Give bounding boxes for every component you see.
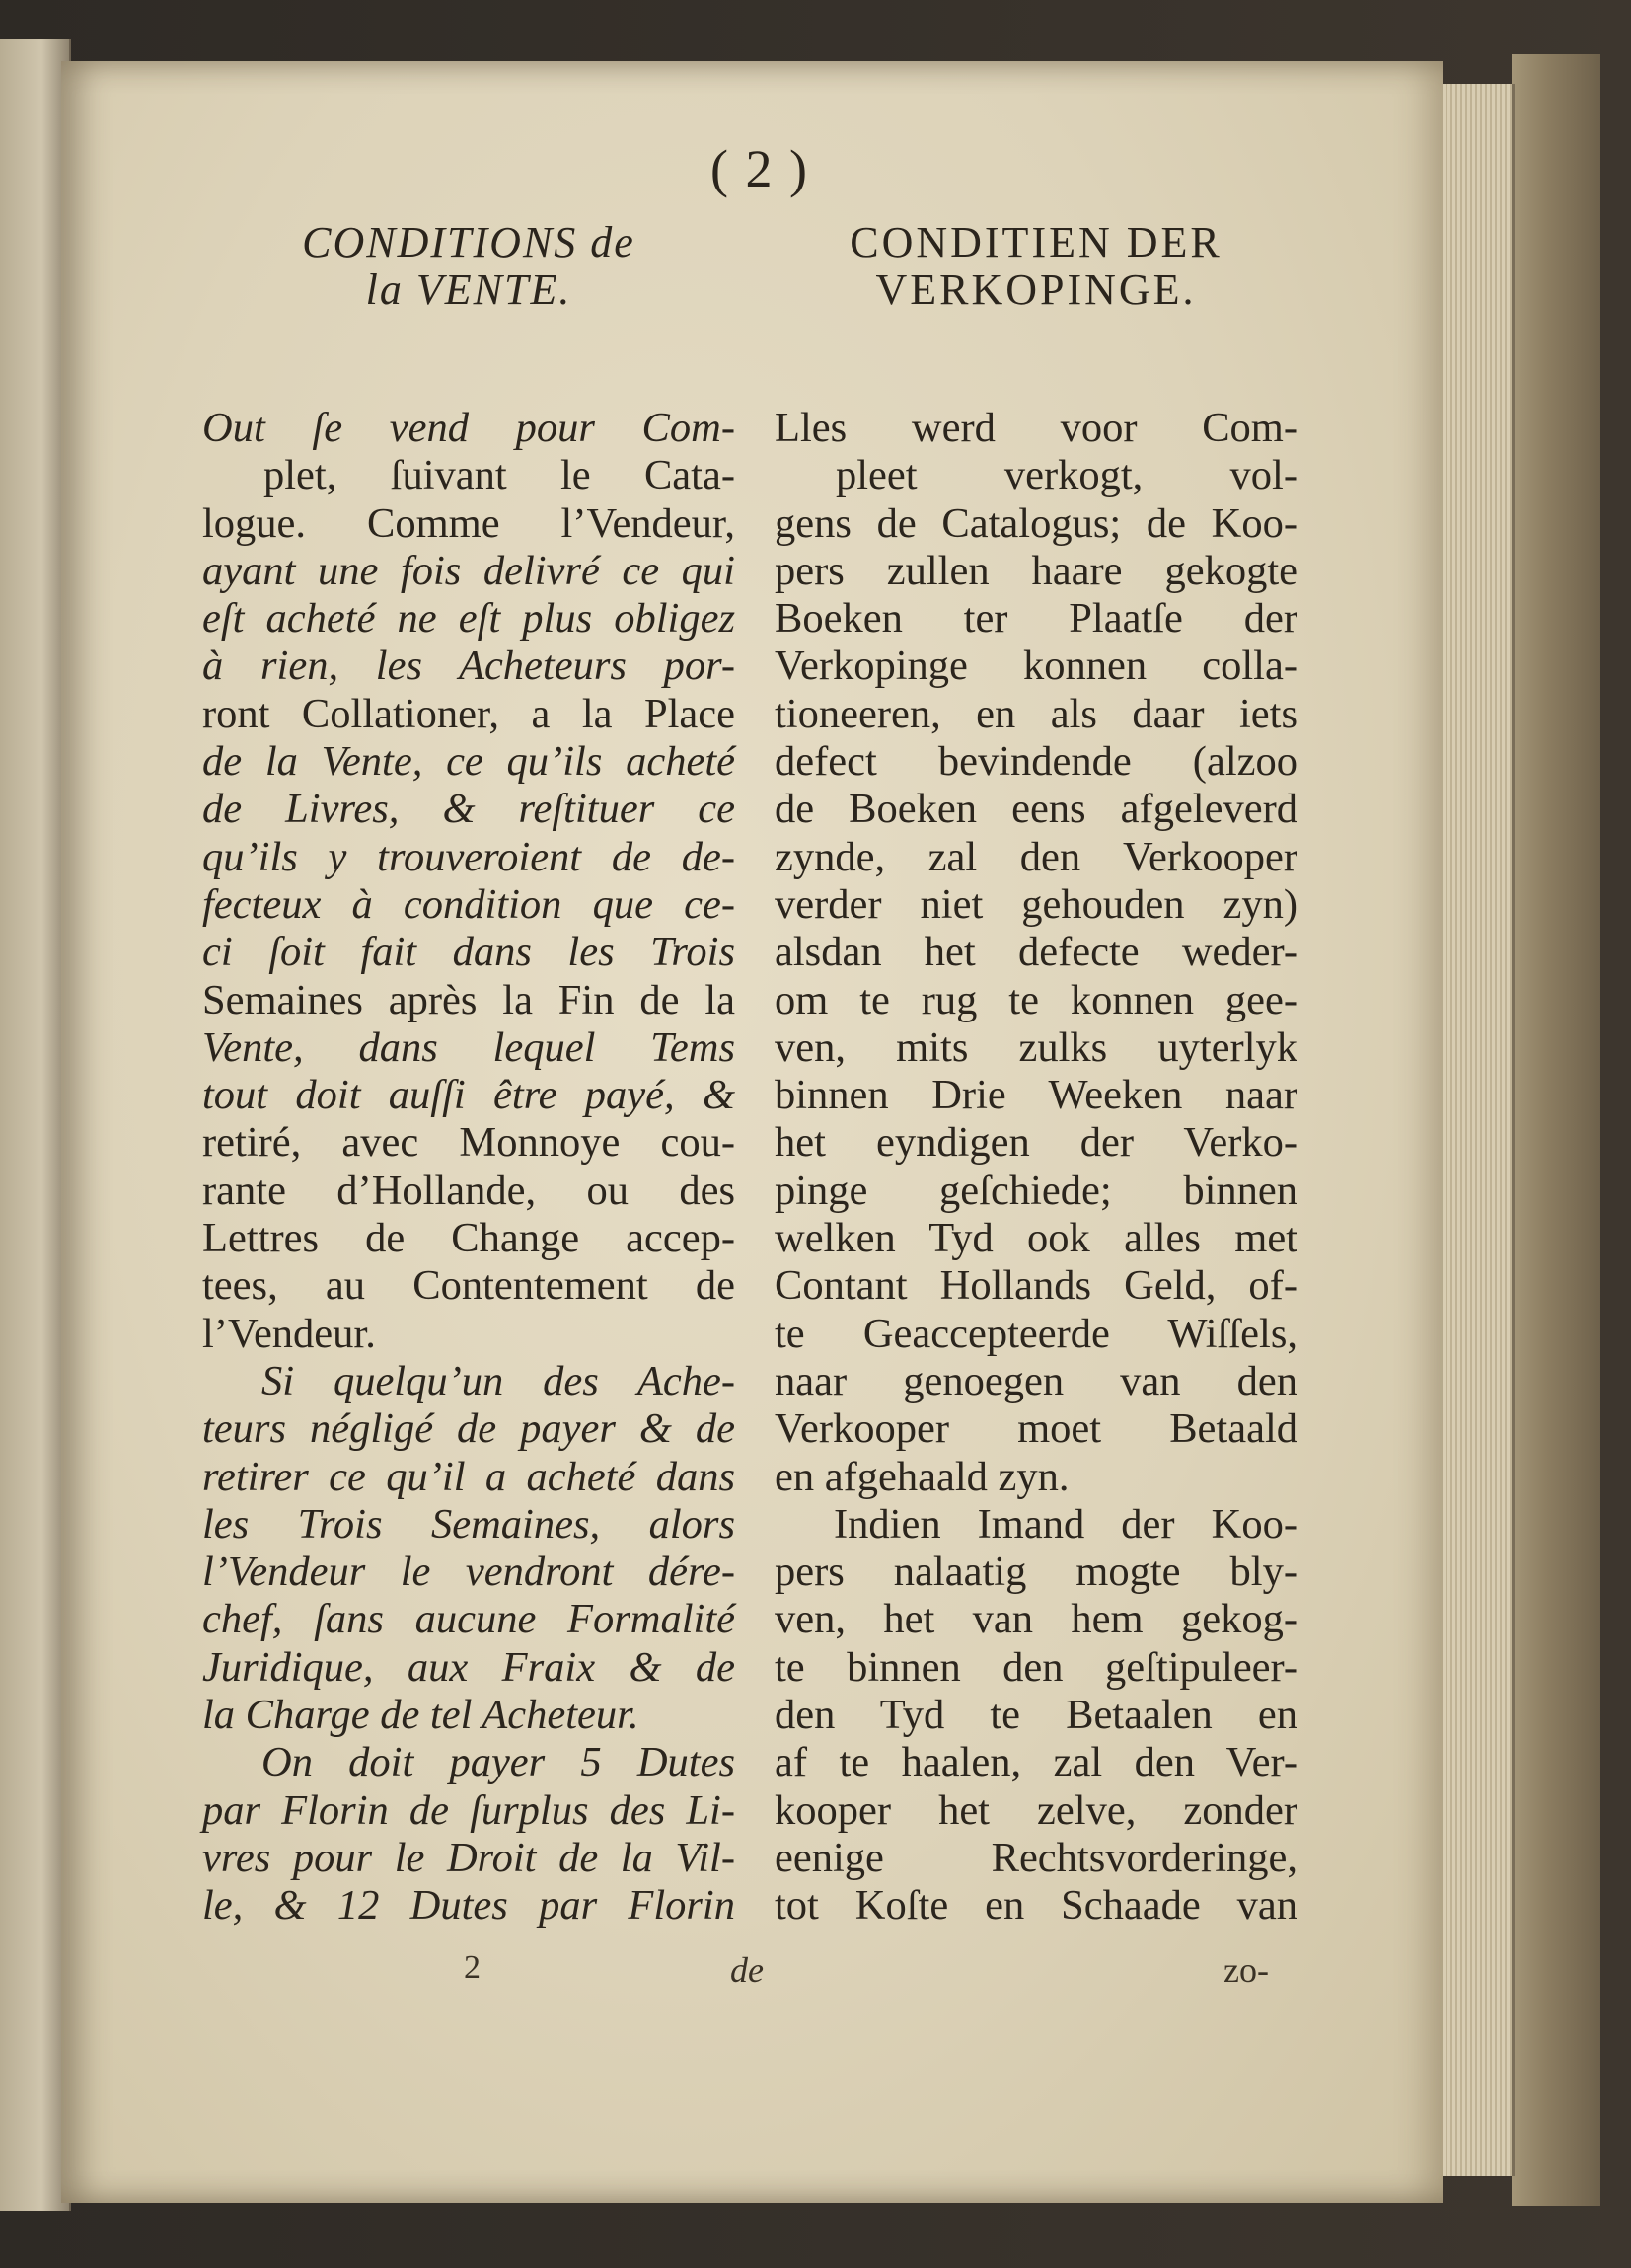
french-text-line: le, & 12 Dutes par Florin bbox=[202, 1882, 735, 1929]
dutch-text-line: tot Koſte en Schaade van bbox=[775, 1882, 1297, 1929]
french-heading-line-1: CONDITIONS de bbox=[302, 218, 635, 266]
french-text-line: à rien, les Acheteurs por- bbox=[202, 643, 735, 690]
book-binding-edge bbox=[1512, 54, 1600, 2206]
dutch-text-line: ven, het van hem gekog- bbox=[775, 1596, 1297, 1643]
french-text-line: l’Vendeur. bbox=[202, 1310, 376, 1357]
dutch-heading bbox=[775, 219, 1297, 314]
french-text-line: Juridique, aux Fraix & de bbox=[202, 1643, 735, 1691]
dutch-text-line: Boeken ter Plaatſe der bbox=[775, 595, 1297, 643]
dutch-text-line: verder niet gehouden zyn) bbox=[775, 880, 1297, 928]
dutch-text-line: Indien Imand der Koo- bbox=[834, 1500, 1297, 1548]
french-text-line: Lettres de Change accep- bbox=[202, 1215, 735, 1262]
french-heading-line-2: la VENTE. bbox=[365, 265, 572, 314]
french-text-line: On doit payer 5 Dutes bbox=[261, 1739, 735, 1786]
dutch-body-text bbox=[775, 405, 1297, 1930]
dutch-text-line: te binnen den geſtipuleer- bbox=[775, 1643, 1297, 1691]
french-text-line: l’Vendeur le vendront dére- bbox=[202, 1549, 735, 1596]
french-text-line: les Trois Semaines, alors bbox=[202, 1500, 735, 1548]
dutch-text-line: Contant Hollands Geld, of- bbox=[775, 1262, 1297, 1310]
dutch-text-line: pers nalaatig mogte bly- bbox=[775, 1549, 1297, 1596]
french-text-line: tout doit auſſi être payé, & bbox=[202, 1072, 735, 1119]
dutch-text-line: om te rug te konnen gee- bbox=[775, 976, 1297, 1023]
dutch-text-line: te Geaccepteerde Wiſſels, bbox=[775, 1310, 1297, 1357]
dutch-text-line: gens de Catalogus; de Koo- bbox=[775, 499, 1297, 547]
french-text-line: chef, ſans aucune Formalité bbox=[202, 1596, 735, 1643]
french-text-line: par Florin de ſurplus des Li- bbox=[202, 1786, 735, 1834]
french-text-line: ront Collationer, a la Place bbox=[202, 690, 735, 737]
french-text-line: Semaines après la Fin de la bbox=[202, 976, 735, 1023]
french-text-line: retiré, avec Monnoye cou- bbox=[202, 1119, 735, 1167]
dutch-text-line: binnen Drie Weeken naar bbox=[775, 1072, 1297, 1119]
page-number: ( 2 ) bbox=[710, 139, 809, 198]
dutch-text-line: Verkopinge konnen colla- bbox=[775, 643, 1297, 690]
french-body-text bbox=[202, 405, 735, 1930]
dutch-column bbox=[775, 219, 1297, 1930]
french-text-line: Si quelqu’un des Ache- bbox=[261, 1357, 735, 1404]
dutch-text-line: ven, mits zulks uyterlyk bbox=[775, 1023, 1297, 1071]
page-edges bbox=[1443, 84, 1515, 2176]
signature-mark: 2 bbox=[464, 1949, 481, 1986]
dutch-heading-line-1: CONDITIEN DER bbox=[850, 218, 1223, 266]
french-text-line: vres pour le Droit de la Vil- bbox=[202, 1834, 735, 1881]
french-text-line: Out ſe vend pour Com- bbox=[202, 405, 735, 451]
french-text-line: rante d’Hollande, ou des bbox=[202, 1167, 735, 1214]
french-text-line: teurs négligé de payer & de bbox=[202, 1405, 735, 1453]
french-text-line: retirer ce qu’il a acheté dans bbox=[202, 1453, 735, 1500]
dutch-text-line: pinge geſchiede; binnen bbox=[775, 1167, 1297, 1214]
french-text-line: ayant une fois delivré ce qui bbox=[202, 547, 735, 594]
dutch-text-line: Verkooper moet Betaald bbox=[775, 1405, 1297, 1453]
dutch-text-line: af te haalen, zal den Ver- bbox=[775, 1739, 1297, 1786]
dutch-catchword: zo- bbox=[1223, 1950, 1269, 1990]
french-heading bbox=[202, 219, 735, 314]
french-text-line: logue. Comme l’Vendeur, bbox=[202, 499, 735, 547]
dutch-text-line: zynde, zal den Verkooper bbox=[775, 833, 1297, 880]
french-text-line: ci ſoit fait dans les Trois bbox=[202, 929, 735, 976]
dutch-text-line: den Tyd te Betaalen en bbox=[775, 1692, 1297, 1739]
dutch-text-line: kooper het zelve, zonder bbox=[775, 1786, 1297, 1834]
french-text-line: fecteux à condition que ce- bbox=[202, 880, 735, 928]
french-text-line: Vente, dans lequel Tems bbox=[202, 1023, 735, 1071]
french-text-line: qu’ils y trouveroient de de- bbox=[202, 833, 735, 880]
dutch-text-line: pleet verkogt, vol- bbox=[836, 452, 1297, 499]
dutch-text-line: naar genoegen van den bbox=[775, 1357, 1297, 1404]
french-text-line: la Charge de tel Acheteur. bbox=[202, 1692, 639, 1739]
dutch-text-line: welken Tyd ook alles met bbox=[775, 1215, 1297, 1262]
dutch-text-line: en afgehaald zyn. bbox=[775, 1453, 1070, 1500]
dutch-text-line: alsdan het defecte weder- bbox=[775, 929, 1297, 976]
french-text-line: de Livres, & reſtituer ce bbox=[202, 786, 735, 833]
dutch-text-line: het eyndigen der Verko- bbox=[775, 1119, 1297, 1167]
dutch-text-line: defect bevindende (alzoo bbox=[775, 738, 1297, 786]
french-column bbox=[202, 219, 735, 1930]
dutch-text-line: Lles werd voor Com- bbox=[775, 405, 1297, 451]
dutch-text-line: eenige Rechtsvorderinge, bbox=[775, 1834, 1297, 1881]
french-catchword: de bbox=[730, 1950, 764, 1990]
dutch-text-line: de Boeken eens afgeleverd bbox=[775, 786, 1297, 833]
dutch-heading-line-2: VERKOPINGE. bbox=[875, 265, 1197, 314]
french-text-line: eſt acheté ne eſt plus obligez bbox=[202, 595, 735, 643]
french-text-line: de la Vente, ce qu’ils acheté bbox=[202, 738, 735, 786]
french-text-line: plet, ſuivant le Cata- bbox=[263, 452, 735, 499]
dutch-text-line: tioneeren, en als daar iets bbox=[775, 690, 1297, 737]
dutch-text-line: pers zullen haare gekogte bbox=[775, 547, 1297, 594]
french-text-line: tees, au Contentement de bbox=[202, 1262, 735, 1310]
